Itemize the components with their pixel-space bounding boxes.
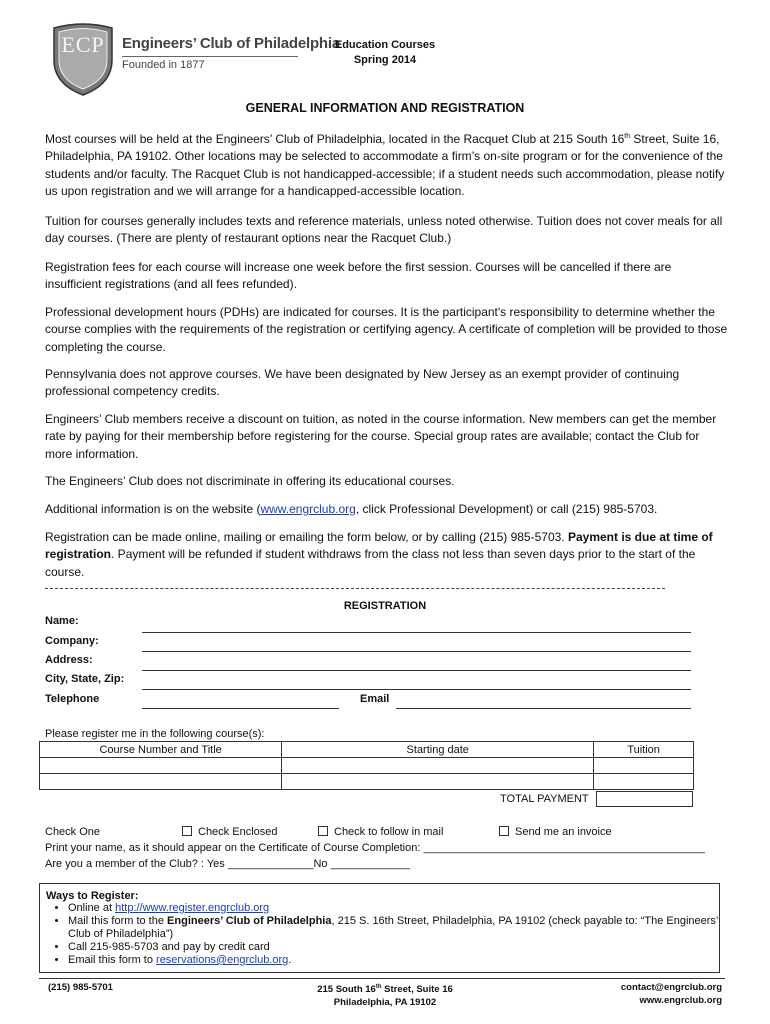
company-label: Company: xyxy=(45,635,99,647)
name-field[interactable] xyxy=(142,632,691,633)
para-pennsylvania: Pennsylvania does not approve courses. We have been designated by New Jersey as an exempt provider of continuing professional competency credits. xyxy=(45,367,680,399)
tuition-cell[interactable] xyxy=(594,758,694,774)
date-cell[interactable] xyxy=(282,774,594,790)
education-courses-heading xyxy=(320,38,450,68)
city-state-zip-field[interactable] xyxy=(142,689,691,690)
org-divider xyxy=(122,56,298,57)
way-email-text-a: Email this form to xyxy=(68,954,157,966)
registration-heading: REGISTRATION xyxy=(343,600,427,612)
register-link[interactable]: http://www.register.engrclub.org xyxy=(115,902,270,914)
reservations-email-link[interactable]: reservations@engrclub.org xyxy=(156,954,289,966)
footer-contact xyxy=(621,981,722,1007)
footer-divider xyxy=(39,978,725,979)
telephone-label: Telephone xyxy=(45,693,100,705)
member-no-field[interactable]: _____________ xyxy=(330,858,411,870)
page-title: GENERAL INFORMATION AND REGISTRATION xyxy=(245,101,525,115)
check-enclosed-label: Check Enclosed xyxy=(198,826,278,838)
para-website xyxy=(45,501,730,518)
way-email-text-b: . xyxy=(288,954,292,966)
p1-text-b: Street, Suite 16, Philadelphia, PA 19102. Other locations may be selected to accommodate a firm’s on-site program or for the convenience of the students and/or faculty. The Racquet Club is not handicapped-accessible; if a student needs such accommodation, please notify us upon registration and we will arrange for a handicapped-accessible location. xyxy=(45,132,725,199)
footer-street-sup: th xyxy=(375,984,382,990)
footer-city: Philadelphia, PA 19102 xyxy=(333,997,437,1009)
ways-list xyxy=(40,902,719,967)
way-mail xyxy=(68,915,719,941)
footer-address xyxy=(300,981,470,1009)
footer-phone: (215) 985-5701 xyxy=(48,982,113,993)
name-label: Name: xyxy=(45,615,79,627)
course-cell[interactable] xyxy=(40,758,282,774)
payment-due-notice: Payment is due at time of registration xyxy=(45,530,713,562)
p9-text-b: . Payment will be refunded if student withdraws from the class not less than seven days prior to the start of the course. xyxy=(45,547,696,579)
company-field[interactable] xyxy=(142,651,691,652)
tuition-cell[interactable] xyxy=(594,774,694,790)
address-field[interactable] xyxy=(142,670,691,671)
telephone-field[interactable] xyxy=(142,708,339,709)
para-registration xyxy=(45,529,730,581)
city-state-zip-label: City, State, Zip: xyxy=(45,673,125,685)
way-mail-text-b: , 215 S. 16th Street, Philadelphia, PA 19102 (check payable to: “The Engineers’ Club of Philadelphia”) xyxy=(68,915,718,940)
send-invoice-label: Send me an invoice xyxy=(515,826,612,838)
way-call: • Call 215-985-5703 and pay by credit card xyxy=(68,941,719,954)
courses-table xyxy=(39,741,694,790)
para-tuition: Tuition for courses generally includes texts and reference materials, unless noted otherwise. Tuition does not cover meals for all day courses. (There are plenty of restaurant options near the Racquet Club.) xyxy=(45,214,723,246)
col-tuition-header: Tuition xyxy=(594,742,694,758)
p9-text-a: Registration can be made online, mailing or emailing the form below, or by calling (215) 985-5703. xyxy=(45,530,568,544)
member-prompt xyxy=(45,858,410,870)
logo-monogram: ECP xyxy=(61,32,105,57)
table-header-row xyxy=(40,742,694,758)
way-online-text: Online at xyxy=(68,902,116,914)
footer-street-a: 215 South 16 xyxy=(317,984,376,996)
para-members: Engineers’ Club members receive a discount on tuition, as noted in the course information. New members can get the member rate by paying for their membership before registering for the course. Special group rates are available; contact the Club for more information. xyxy=(45,412,717,461)
website-link[interactable]: www.engrclub.org xyxy=(260,502,356,516)
check-one-label: Check One xyxy=(45,826,101,838)
col-course-header: Course Number and Title xyxy=(40,742,282,758)
para-fees: Registration fees for each course will increase one week before the first session. Courses will be cancelled if there are insufficient registrations (and all fees refunded). xyxy=(45,260,672,292)
col-date-header: Starting date xyxy=(282,742,594,758)
checkbox-icon[interactable] xyxy=(318,826,328,836)
para-pdh: Professional development hours (PDHs) are indicated for courses. It is the participant's responsibility to determine whether the course complies with the requirements of the registration or certifying agency. A certificate of completion will be provided to those completing the course. xyxy=(45,305,728,354)
org-founded: Founded in 1877 xyxy=(122,59,205,71)
member-prompt-b: No xyxy=(313,858,331,870)
checkbox-icon[interactable] xyxy=(182,826,192,836)
ways-to-register-box xyxy=(39,883,720,973)
p1-sup: th xyxy=(624,133,631,140)
footer-street-b: Street, Suite 16 xyxy=(381,984,453,996)
way-online xyxy=(68,902,719,915)
courses-intro: Please register me in the following course(s): xyxy=(45,728,265,740)
check-follow-label: Check to follow in mail xyxy=(334,826,444,838)
email-label: Email xyxy=(360,693,390,705)
para-location xyxy=(45,131,730,201)
org-name: Engineers’ Club of Philadelphia xyxy=(122,35,341,52)
option-check-follow[interactable] xyxy=(318,826,443,838)
para-nondiscrimination: The Engineers’ Club does not discriminate in offering its educational courses. xyxy=(45,474,455,488)
date-cell[interactable] xyxy=(282,758,594,774)
ways-heading: Ways to Register: xyxy=(46,890,139,902)
edu-line2: Spring 2014 xyxy=(353,54,417,66)
total-payment-field[interactable] xyxy=(596,791,693,807)
course-cell[interactable] xyxy=(40,774,282,790)
address-label: Address: xyxy=(45,654,93,666)
checkbox-icon[interactable] xyxy=(499,826,509,836)
email-field[interactable] xyxy=(396,708,691,709)
cut-line xyxy=(45,588,665,589)
option-send-invoice[interactable] xyxy=(499,826,612,838)
edu-line1: Education Courses xyxy=(334,39,436,51)
p8-text-b: , click Professional Development) or call (215) 985-5703. xyxy=(355,502,658,516)
way-email xyxy=(68,954,719,967)
p8-text-a: Additional information is on the website ( xyxy=(45,502,261,516)
certificate-name-prompt[interactable]: Print your name, as it should appear on the Certificate of Course Completion: ______________________________________________ xyxy=(45,842,705,854)
way-mail-text-a: Mail this form to the xyxy=(68,915,168,927)
table-row xyxy=(40,774,694,790)
table-row xyxy=(40,758,694,774)
member-prompt-a: Are you a member of the Club? : Yes xyxy=(45,858,228,870)
member-yes-field[interactable]: ______________ xyxy=(227,858,314,870)
total-payment-label: TOTAL PAYMENT xyxy=(500,793,589,805)
p1-text-a: Most courses will be held at the Engineers’ Club of Philadelphia, located in the Racquet Club at 215 South 16 xyxy=(45,132,625,146)
way-mail-org: Engineers’ Club of Philadelphia xyxy=(167,915,332,927)
option-check-enclosed[interactable] xyxy=(182,826,278,838)
footer-website[interactable]: www.engrclub.org xyxy=(639,995,722,1006)
footer-street xyxy=(300,981,470,996)
footer-email[interactable]: contact@engrclub.org xyxy=(620,982,722,993)
